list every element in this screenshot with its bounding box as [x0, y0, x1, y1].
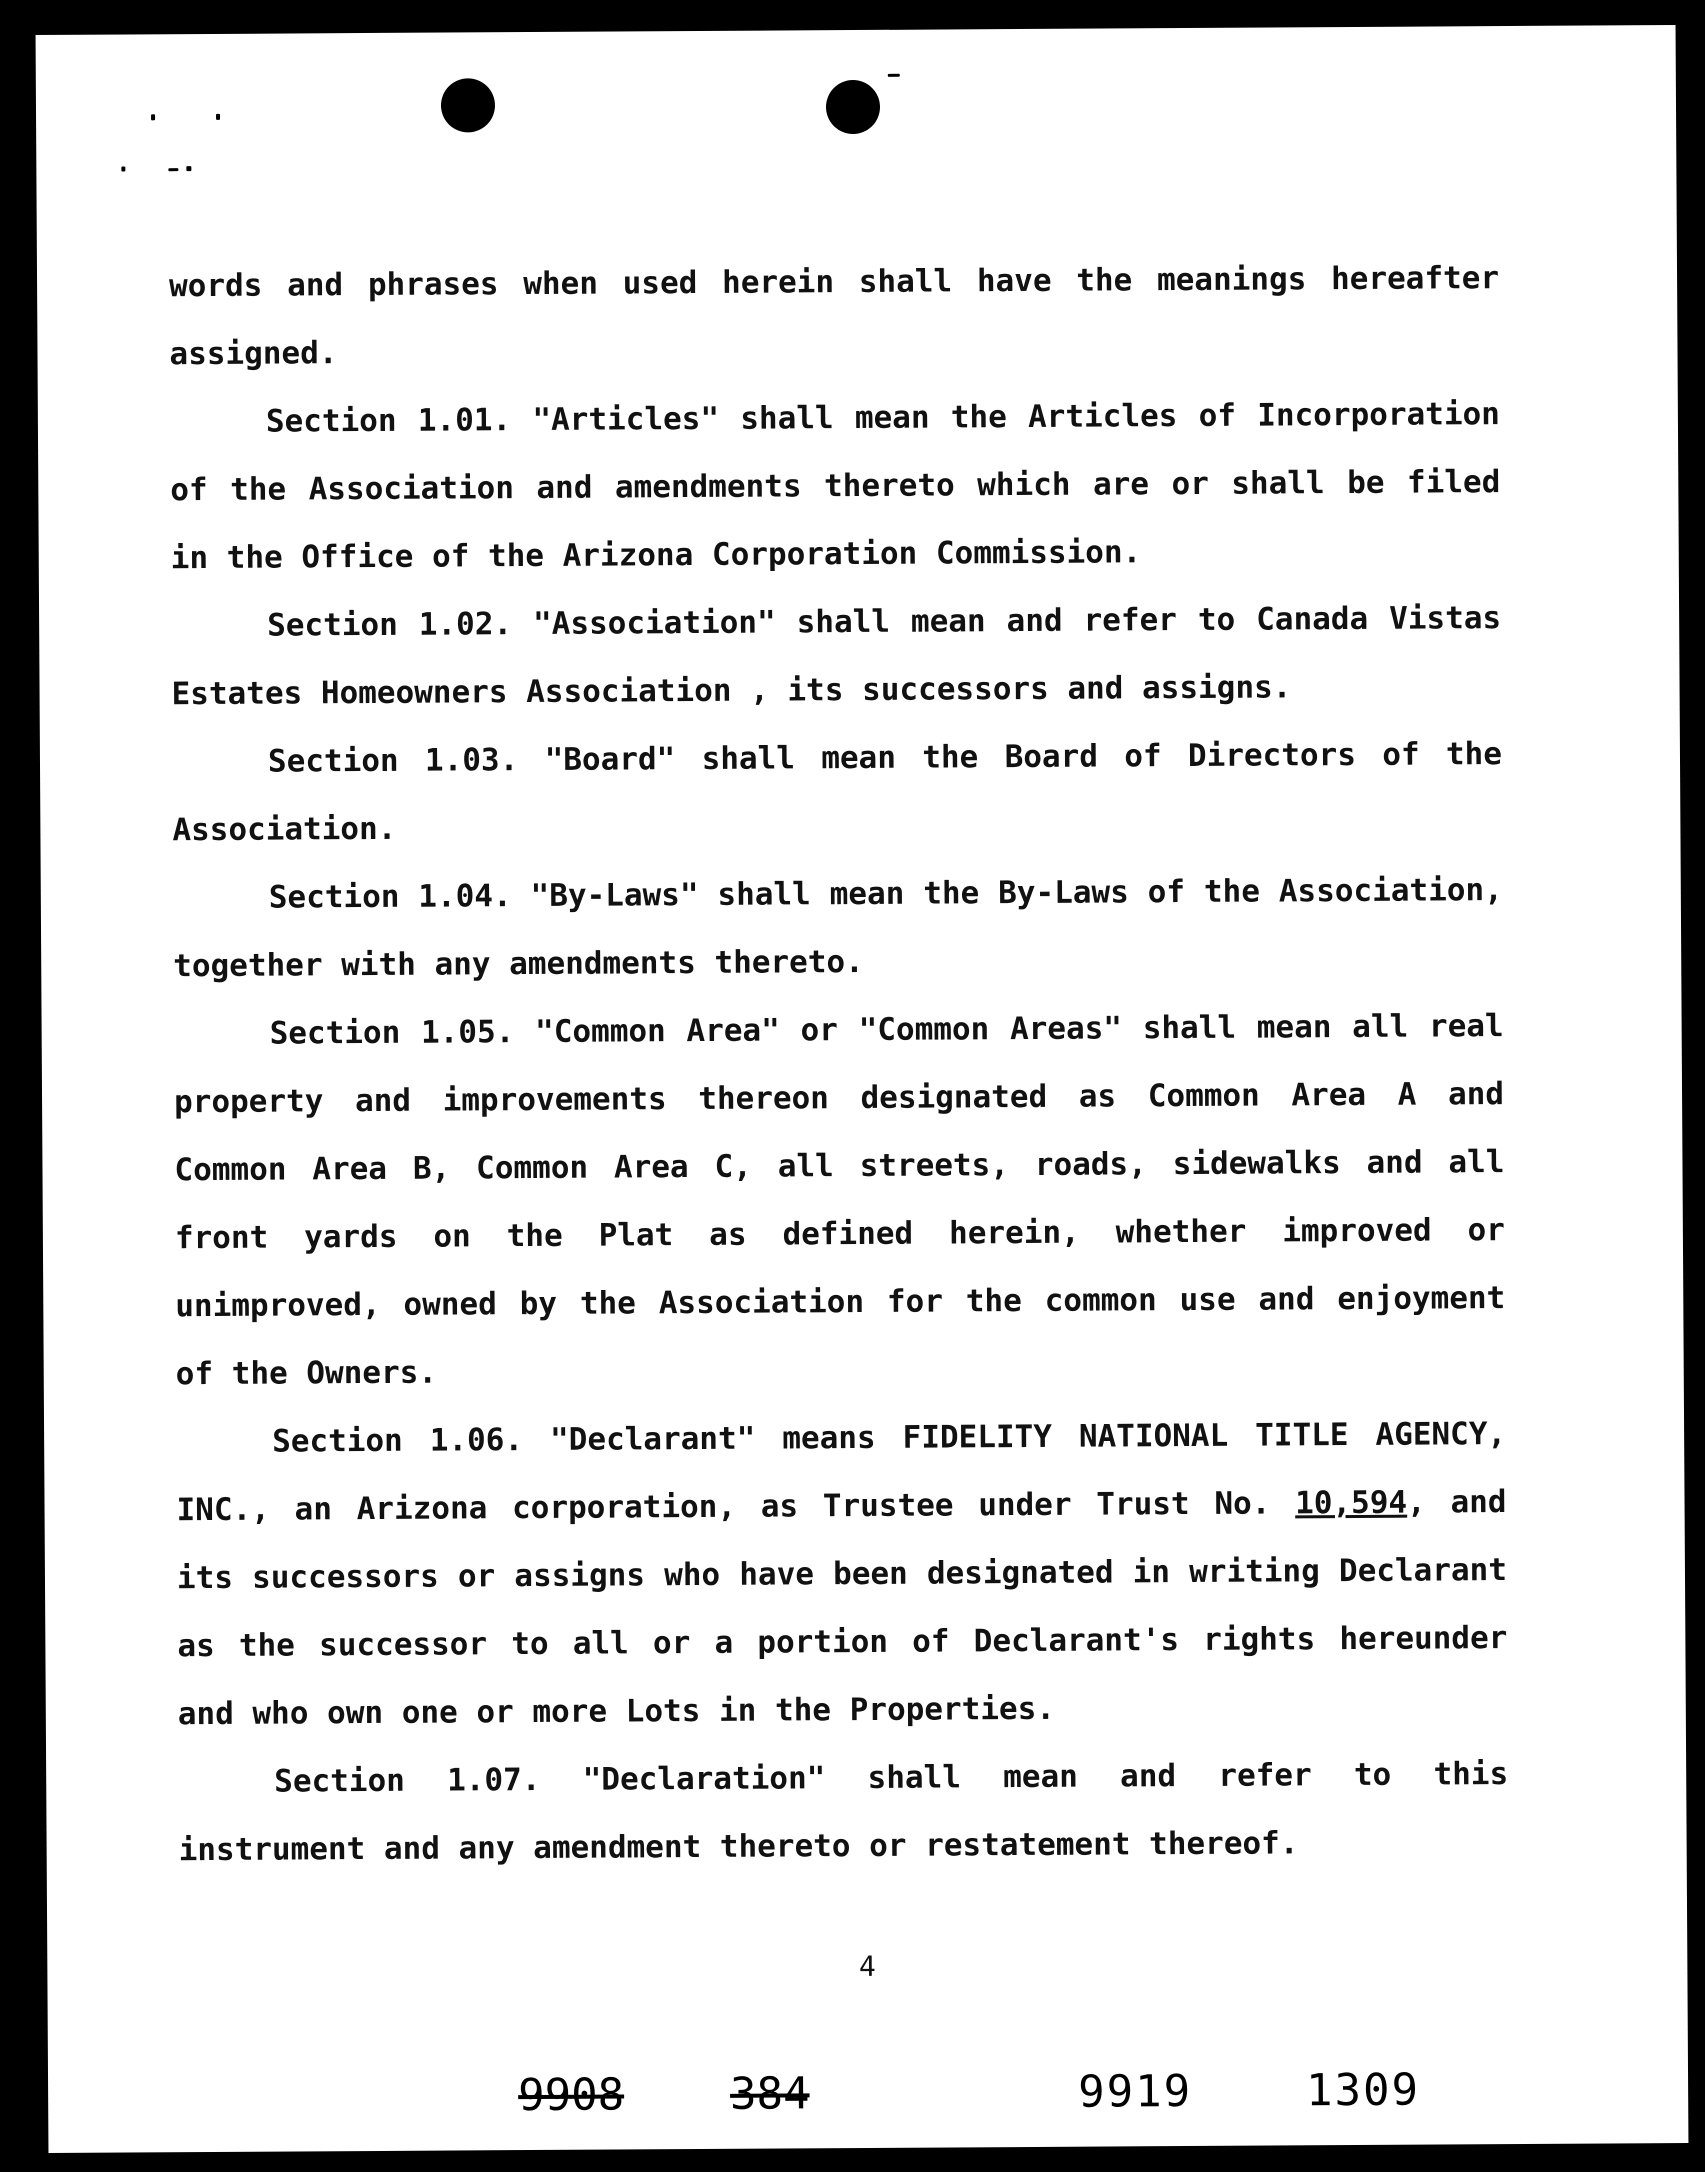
recording-stamp [1078, 2065, 1420, 2118]
scan-speck [888, 74, 900, 77]
section-1-07: Section 1.07. "Declaration" shall mean and refer to this instrument and any amendment thereto or restatement thereof. [178, 1756, 1509, 1869]
old-recording-stamp [518, 2068, 810, 2121]
trust-number: 10,594 [1295, 1484, 1408, 1522]
punch-hole-left [441, 78, 495, 132]
document-body [169, 244, 1509, 1884]
old-page-number: 384 [729, 2068, 810, 2120]
page-number: 4 [858, 1949, 876, 1984]
punch-hole-right [826, 80, 880, 134]
document-page [36, 25, 1689, 2153]
scan-speck [168, 168, 178, 171]
old-docket-number: 9908 [517, 2069, 625, 2122]
section-1-04: Section 1.04. "By-Laws" shall mean the By-Laws of the Association, together with any amendments thereto. [173, 872, 1503, 985]
paragraph-intro: words and phrases when used herein shall have the meanings hereafter assigned. [168, 260, 1500, 373]
scan-speck [151, 114, 155, 120]
section-1-06-rest: , and its successors or assigns who have been designated in writing Declarant as the successor to all or a portion of Declarant's rights hereunder and who own one or more Lots in the Properties. [176, 1484, 1508, 1733]
section-1-05: Section 1.05. "Common Area" or "Common Areas" shall mean all real property and improvements thereon designated as Common Area A and Common Area B, Common Area C, all streets, roads, sidewalks and all front yards on the Plat as defined herein, whether improved or unimproved, owned by the Association for the common use and enjoyment of the Owners. [173, 1008, 1506, 1393]
section-1-06 [176, 1400, 1508, 1748]
section-1-06-lead: Section 1.06. "Declarant" means FIDELITY NATIONAL TITLE AGENCY, INC., an Arizona corporation, as Trustee under Trust No. [176, 1416, 1507, 1529]
section-1-02: Section 1.02. "Association" shall mean and refer to Canada Vistas Estates Homeowners Association , its successors and assigns. [171, 600, 1502, 713]
docket-number: 9919 [1077, 2066, 1193, 2118]
scan-speck [186, 166, 191, 171]
recording-page-number: 1309 [1305, 2064, 1421, 2117]
scan-speck [121, 166, 125, 171]
section-1-01: Section 1.01. "Articles" shall mean the Articles of Incorporation of the Association and amendments thereto which are or shall be filed in the Office of the Arizona Corporation Commission. [170, 396, 1501, 577]
section-1-03: Section 1.03. "Board" shall mean the Board of Directors of the Association. [172, 736, 1503, 849]
scan-speck [216, 114, 220, 120]
